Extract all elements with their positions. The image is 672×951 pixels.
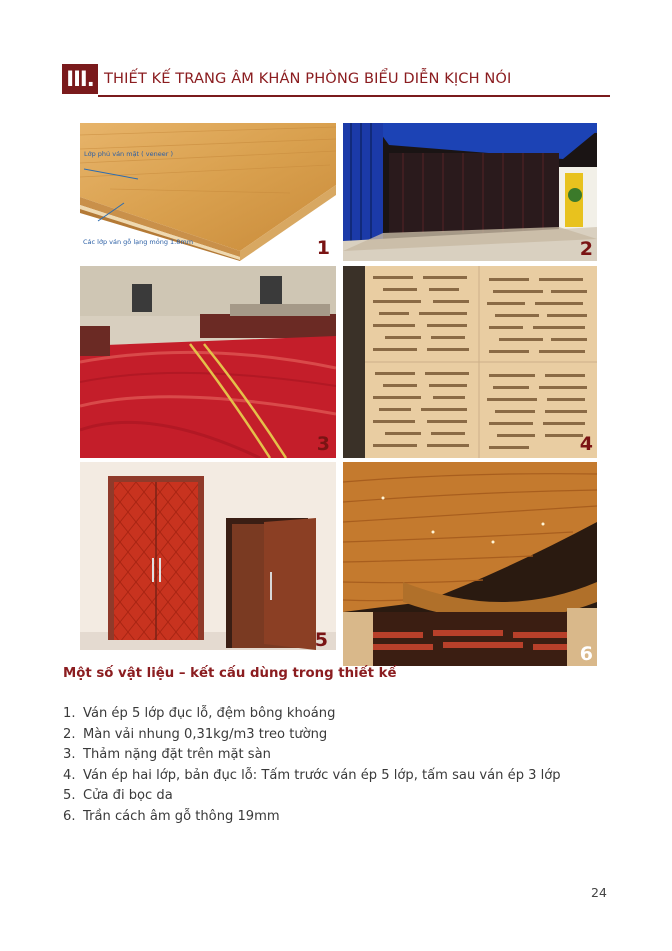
photo-leather-doors — [80, 462, 336, 650]
photo-number-2: 2 — [579, 238, 593, 260]
annotation-veneer: Lớp phủ ván mặt ( veneer ) — [84, 150, 174, 158]
list-item: 5. Cửa đi bọc da — [63, 788, 173, 803]
photo-number-1: 1 — [316, 237, 330, 259]
page-number: 24 — [591, 885, 607, 900]
list-item: 3. Thảm nặng đặt trên mặt sàn — [63, 747, 271, 762]
photo-perforated-wall — [343, 266, 597, 458]
section-header — [62, 64, 610, 100]
photo-number-3: 3 — [316, 433, 330, 455]
photo-plywood-veneer — [80, 123, 336, 261]
photo-stage-curtains — [343, 123, 597, 261]
photo-wood-ceiling — [343, 462, 597, 666]
list-item: 1. Ván ép 5 lớp đục lỗ, đệm bông khoáng — [63, 706, 336, 721]
page-title: THIẾT KẾ TRANG ÂM KHÁN PHÒNG BIỂU DIỄN KỊCH NÓI — [104, 70, 512, 87]
photo-number-5: 5 — [314, 629, 328, 650]
list-item: 6. Trần cách âm gỗ thông 19mm — [63, 808, 280, 824]
materials-list — [63, 704, 561, 827]
annotation-layers: Các lớp ván gỗ lạng mỏng 1.8mm — [83, 238, 194, 246]
list-item: 2. Màn vải nhung 0,31kg/m3 treo tường — [63, 726, 328, 742]
photo-number-4: 4 — [579, 433, 593, 455]
materials-heading: Một số vật liệu – kết cấu dùng trong thiết kế — [63, 666, 397, 681]
header-rule — [98, 95, 610, 97]
photo-carpet-auditorium — [80, 266, 336, 458]
section-number: III. — [62, 64, 98, 94]
photo-number-6: 6 — [579, 643, 593, 665]
list-item: 4. Ván ép hai lớp, bản đục lỗ: Tấm trước ván ép 5 lớp, tấm sau ván ép 3 lớp — [63, 767, 561, 783]
